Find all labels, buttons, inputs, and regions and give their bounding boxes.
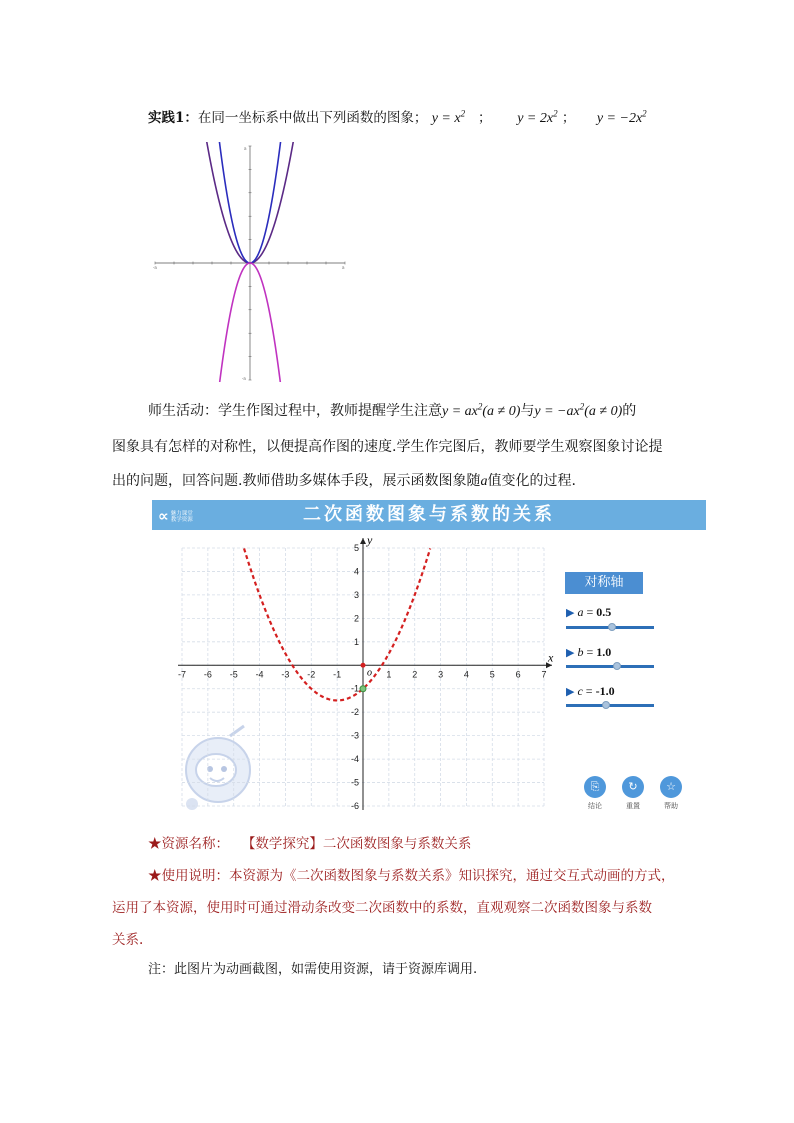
graph-y-ticks <box>351 543 359 811</box>
y-tick-label: 1 <box>353 636 359 647</box>
x-tick-label: 1 <box>386 669 392 680</box>
practice-label: 实践1： <box>148 110 198 126</box>
x-axis-label: x <box>548 650 554 665</box>
practice-text: 在同一坐标系中做出下列函数的图象； <box>197 110 428 126</box>
conclusion-label: 结论 <box>588 802 602 810</box>
x-tick-label: -7 <box>177 669 187 680</box>
chart1-tick-y-bottom: -5 <box>242 376 246 381</box>
param-c-label: ▶ c = -1.0 <box>566 684 615 698</box>
y-axis-arrow <box>360 538 366 544</box>
slider-a[interactable] <box>566 626 654 629</box>
reset-label: 重置 <box>626 802 640 810</box>
y-tick-label: -6 <box>350 801 359 811</box>
activity-end-1: 的 <box>622 403 637 419</box>
activity-var-a: a <box>480 474 488 489</box>
slider-b[interactable] <box>566 665 654 668</box>
x-tick-label: -2 <box>307 669 316 680</box>
x-tick-label: 6 <box>515 669 521 680</box>
formula-a: $y = ax^2(a \ne 0)$ <box>442 401 521 419</box>
separator-1: ； <box>477 110 492 126</box>
y-intercept-point[interactable] <box>360 686 366 692</box>
activity-line-1 <box>112 400 692 420</box>
x-tick-label: -5 <box>229 669 238 680</box>
formula-3: $y = -2x^2$ <box>596 108 647 126</box>
play-icon: ▶ <box>566 647 575 659</box>
graph-x-ticks <box>178 669 547 679</box>
y-tick-label: 3 <box>353 589 359 600</box>
resource-note: 注：此图片为动画截图，如需使用资源，请于资源库调用. <box>148 962 478 977</box>
separator-2: ； <box>561 110 576 126</box>
y-tick-label: -4 <box>350 754 359 765</box>
x-tick-label: 5 <box>489 669 495 680</box>
play-icon: ▶ <box>566 607 575 619</box>
y-tick-label: -2 <box>350 707 359 718</box>
formula-2: $y = 2x^2$ <box>517 108 558 126</box>
symmetry-axis-button[interactable]: 对称轴 <box>565 572 643 594</box>
resource-usage-2: 运用了本资源，使用时可通过滑动条改变二次函数中的系数，直观观察二次函数图象与系数 <box>112 900 652 916</box>
app-logo: ∝ 魅力课堂 教学资源 <box>158 507 193 525</box>
resource-usage-3: 关系. <box>112 932 144 948</box>
y-tick-label: -5 <box>350 777 359 788</box>
chart1-tick-x-left: -5 <box>153 265 157 270</box>
conclusion-button[interactable]: ⎘ <box>584 776 606 798</box>
activity-line-2: 图象具有怎样的对称性，以便提高作图的速度.学生作完图后，教师要学生观察图象讨论提 <box>112 439 663 455</box>
y-tick-label: 4 <box>353 566 359 577</box>
slider-c-handle[interactable] <box>602 701 610 709</box>
formula-1: $y = x^2$ <box>431 108 466 126</box>
x-tick-label: -3 <box>281 669 290 680</box>
play-icon: ▶ <box>566 686 575 698</box>
x-tick-label: -1 <box>333 669 342 680</box>
y-axis-label: y <box>367 533 373 547</box>
parabola-chart-1 <box>150 142 352 382</box>
resource-name: ★资源名称： 【数学探究】二次函数图象与系数关系 <box>148 836 472 852</box>
chart1-tick-x-right: 5 <box>342 265 345 270</box>
help-label: 帮助 <box>664 802 678 810</box>
param-a-label: ▶ a = 0.5 <box>566 605 612 619</box>
app-title-bar <box>152 500 706 530</box>
slider-b-handle[interactable] <box>613 662 621 670</box>
param-b-label: ▶ b = 1.0 <box>566 645 612 659</box>
activity-label: 师生活动： <box>148 403 218 419</box>
x-tick-label: 2 <box>412 669 418 680</box>
activity-line-3: 出的问题，回答问题.教师借助多媒体手段，展示函数图象随a值变化的过程. <box>112 473 576 489</box>
reset-button[interactable]: ↻ <box>622 776 644 798</box>
activity-text-1: 学生作图过程中，教师提醒学生注意 <box>218 403 442 419</box>
origin-label: o <box>367 667 372 679</box>
x-tick-label: 4 <box>463 669 469 680</box>
x-tick-label: -4 <box>255 669 264 680</box>
y-tick-label: -3 <box>350 730 359 741</box>
origin-point[interactable] <box>361 663 366 668</box>
formula-b: $y = -ax^2(a \ne 0)$ <box>534 401 623 419</box>
x-tick-label: 7 <box>541 669 547 680</box>
chart1-tick-y-top: 5 <box>244 146 247 151</box>
x-tick-label: 3 <box>438 669 444 680</box>
x-tick-label: -6 <box>203 669 212 680</box>
y-tick-label: 2 <box>353 613 359 624</box>
slider-a-handle[interactable] <box>608 623 616 631</box>
y-tick-label: 5 <box>353 543 359 553</box>
y-tick-label: -1 <box>350 683 359 694</box>
activity-mid: 与 <box>520 403 535 419</box>
resource-usage-1: ★使用说明：本资源为《二次函数图象与系数关系》知识探究，通过交互式动画的方式， <box>148 868 675 884</box>
app-title: 二次函数图象与系数的关系 <box>303 504 555 525</box>
quadratic-graph <box>152 530 557 815</box>
slider-c[interactable] <box>566 704 654 707</box>
help-button[interactable]: ☆ <box>660 776 682 798</box>
practice-line <box>148 106 647 127</box>
